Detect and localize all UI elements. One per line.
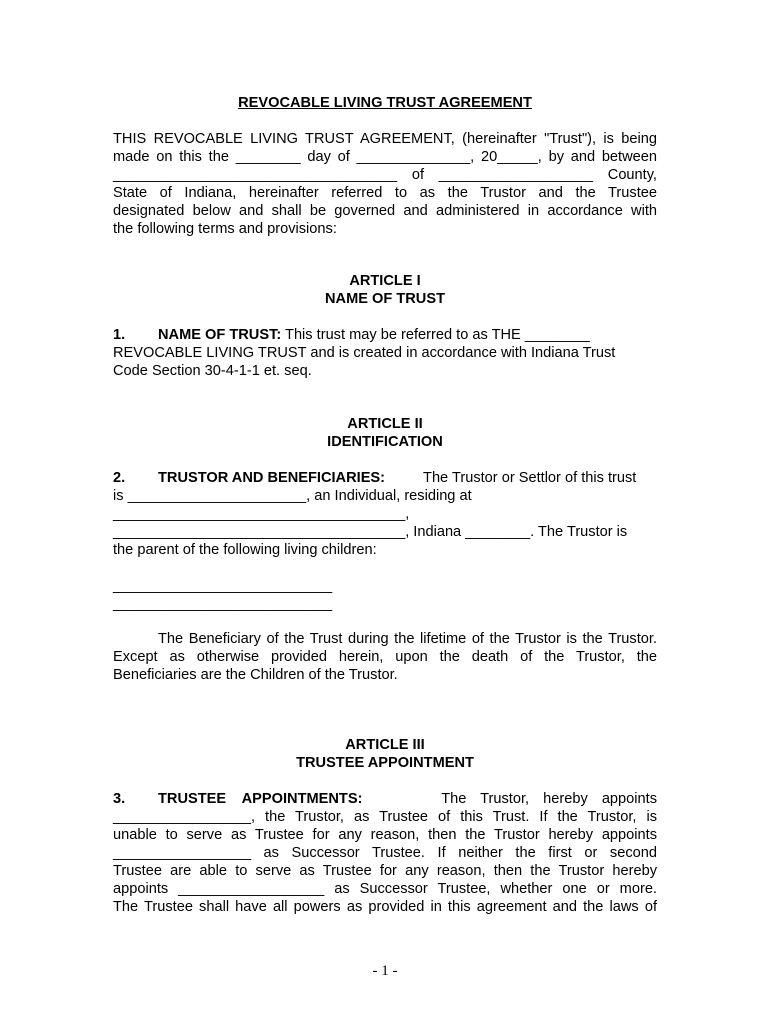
intro-line-6: the following terms and provisions:	[113, 221, 337, 237]
article-3-heading: ARTICLE III	[345, 737, 425, 753]
article-1-heading: ARTICLE I	[349, 273, 421, 289]
section-3-text: The Trustor, hereby appoints	[441, 791, 657, 807]
article-1-subheading: NAME OF TRUST	[325, 291, 445, 307]
section-2-label: TRUSTOR AND BENEFICIARIES:	[158, 470, 386, 486]
article-3-line-3: unable to serve as Trustee for any reason, then the Trustor hereby appoints	[113, 827, 657, 843]
section-3-label: TRUSTEE APPOINTMENTS:	[158, 791, 363, 807]
article-1-line-3: Code Section 30-4-1-1 et. seq.	[113, 363, 312, 379]
section-2-text: The Trustor or Settlor of this trust	[423, 470, 637, 486]
article-3-subheading: TRUSTEE APPOINTMENT	[296, 755, 474, 771]
article-2-line-1	[113, 469, 657, 487]
article-1-line-1	[113, 326, 657, 344]
section-1-text: This trust may be referred to as THE ________	[285, 327, 590, 343]
article-2-line-2: is ______________________, an Individual, residing at	[113, 488, 472, 504]
article-2-heading: ARTICLE II	[347, 416, 423, 432]
section-1-number: 1.	[113, 327, 126, 343]
page-number: - 1 -	[372, 963, 398, 979]
article-3-line-5: Trustee are able to serve as Trustee for any reason, then the Trustor hereby	[113, 863, 657, 879]
article-2-address-line-2: ____________________________________, Indiana ________. The Trustor is	[113, 524, 628, 540]
article-2-subheading: IDENTIFICATION	[327, 434, 443, 450]
intro-line-1: THIS REVOCABLE LIVING TRUST AGREEMENT, (hereinafter "Trust"), is being	[113, 131, 657, 147]
intro-line-2: made on this the ________ day of ______________, 20_____, by and between	[113, 149, 657, 165]
beneficiary-paragraph: The Beneficiary of the Trust during the lifetime of the Trustor is the Trustor. Except as otherwise provided herein, upon the death of the Trustor, the Beneficiaries are the Children of the Trustor.	[113, 631, 657, 683]
document-title: REVOCABLE LIVING TRUST AGREEMENT	[238, 95, 532, 111]
article-3-line-1	[113, 790, 657, 808]
child-name-line-2: ___________________________	[113, 596, 333, 612]
child-name-line-1: ___________________________	[113, 578, 333, 594]
intro-line-3: ___________________________________ of ___________________ County,	[113, 167, 657, 183]
article-2-line-5: the parent of the following living children:	[113, 542, 377, 558]
article-3-line-6: appoints __________________ as Successor Trustee, whether one or more.	[113, 881, 657, 897]
article-1-line-2: REVOCABLE LIVING TRUST and is created in accordance with Indiana Trust	[113, 345, 616, 361]
section-3-number: 3.	[113, 791, 126, 807]
section-2-number: 2.	[113, 470, 126, 486]
article-3-line-4: _________________ as Successor Trustee. If neither the first or second	[113, 845, 657, 861]
section-1-label: NAME OF TRUST:	[158, 327, 282, 343]
intro-line-4: State of Indiana, hereinafter referred to as the Trustor and the Trustee	[113, 185, 657, 201]
intro-line-5: designated below and shall be governed and administered in accordance with	[113, 203, 657, 219]
article-3-line-2: _________________, the Trustor, as Trustee of this Trust. If the Trustor, is	[113, 809, 657, 825]
article-2-address-line-1: ____________________________________,	[113, 506, 410, 522]
article-3-line-7: The Trustee shall have all powers as provided in this agreement and the laws of	[113, 899, 657, 915]
